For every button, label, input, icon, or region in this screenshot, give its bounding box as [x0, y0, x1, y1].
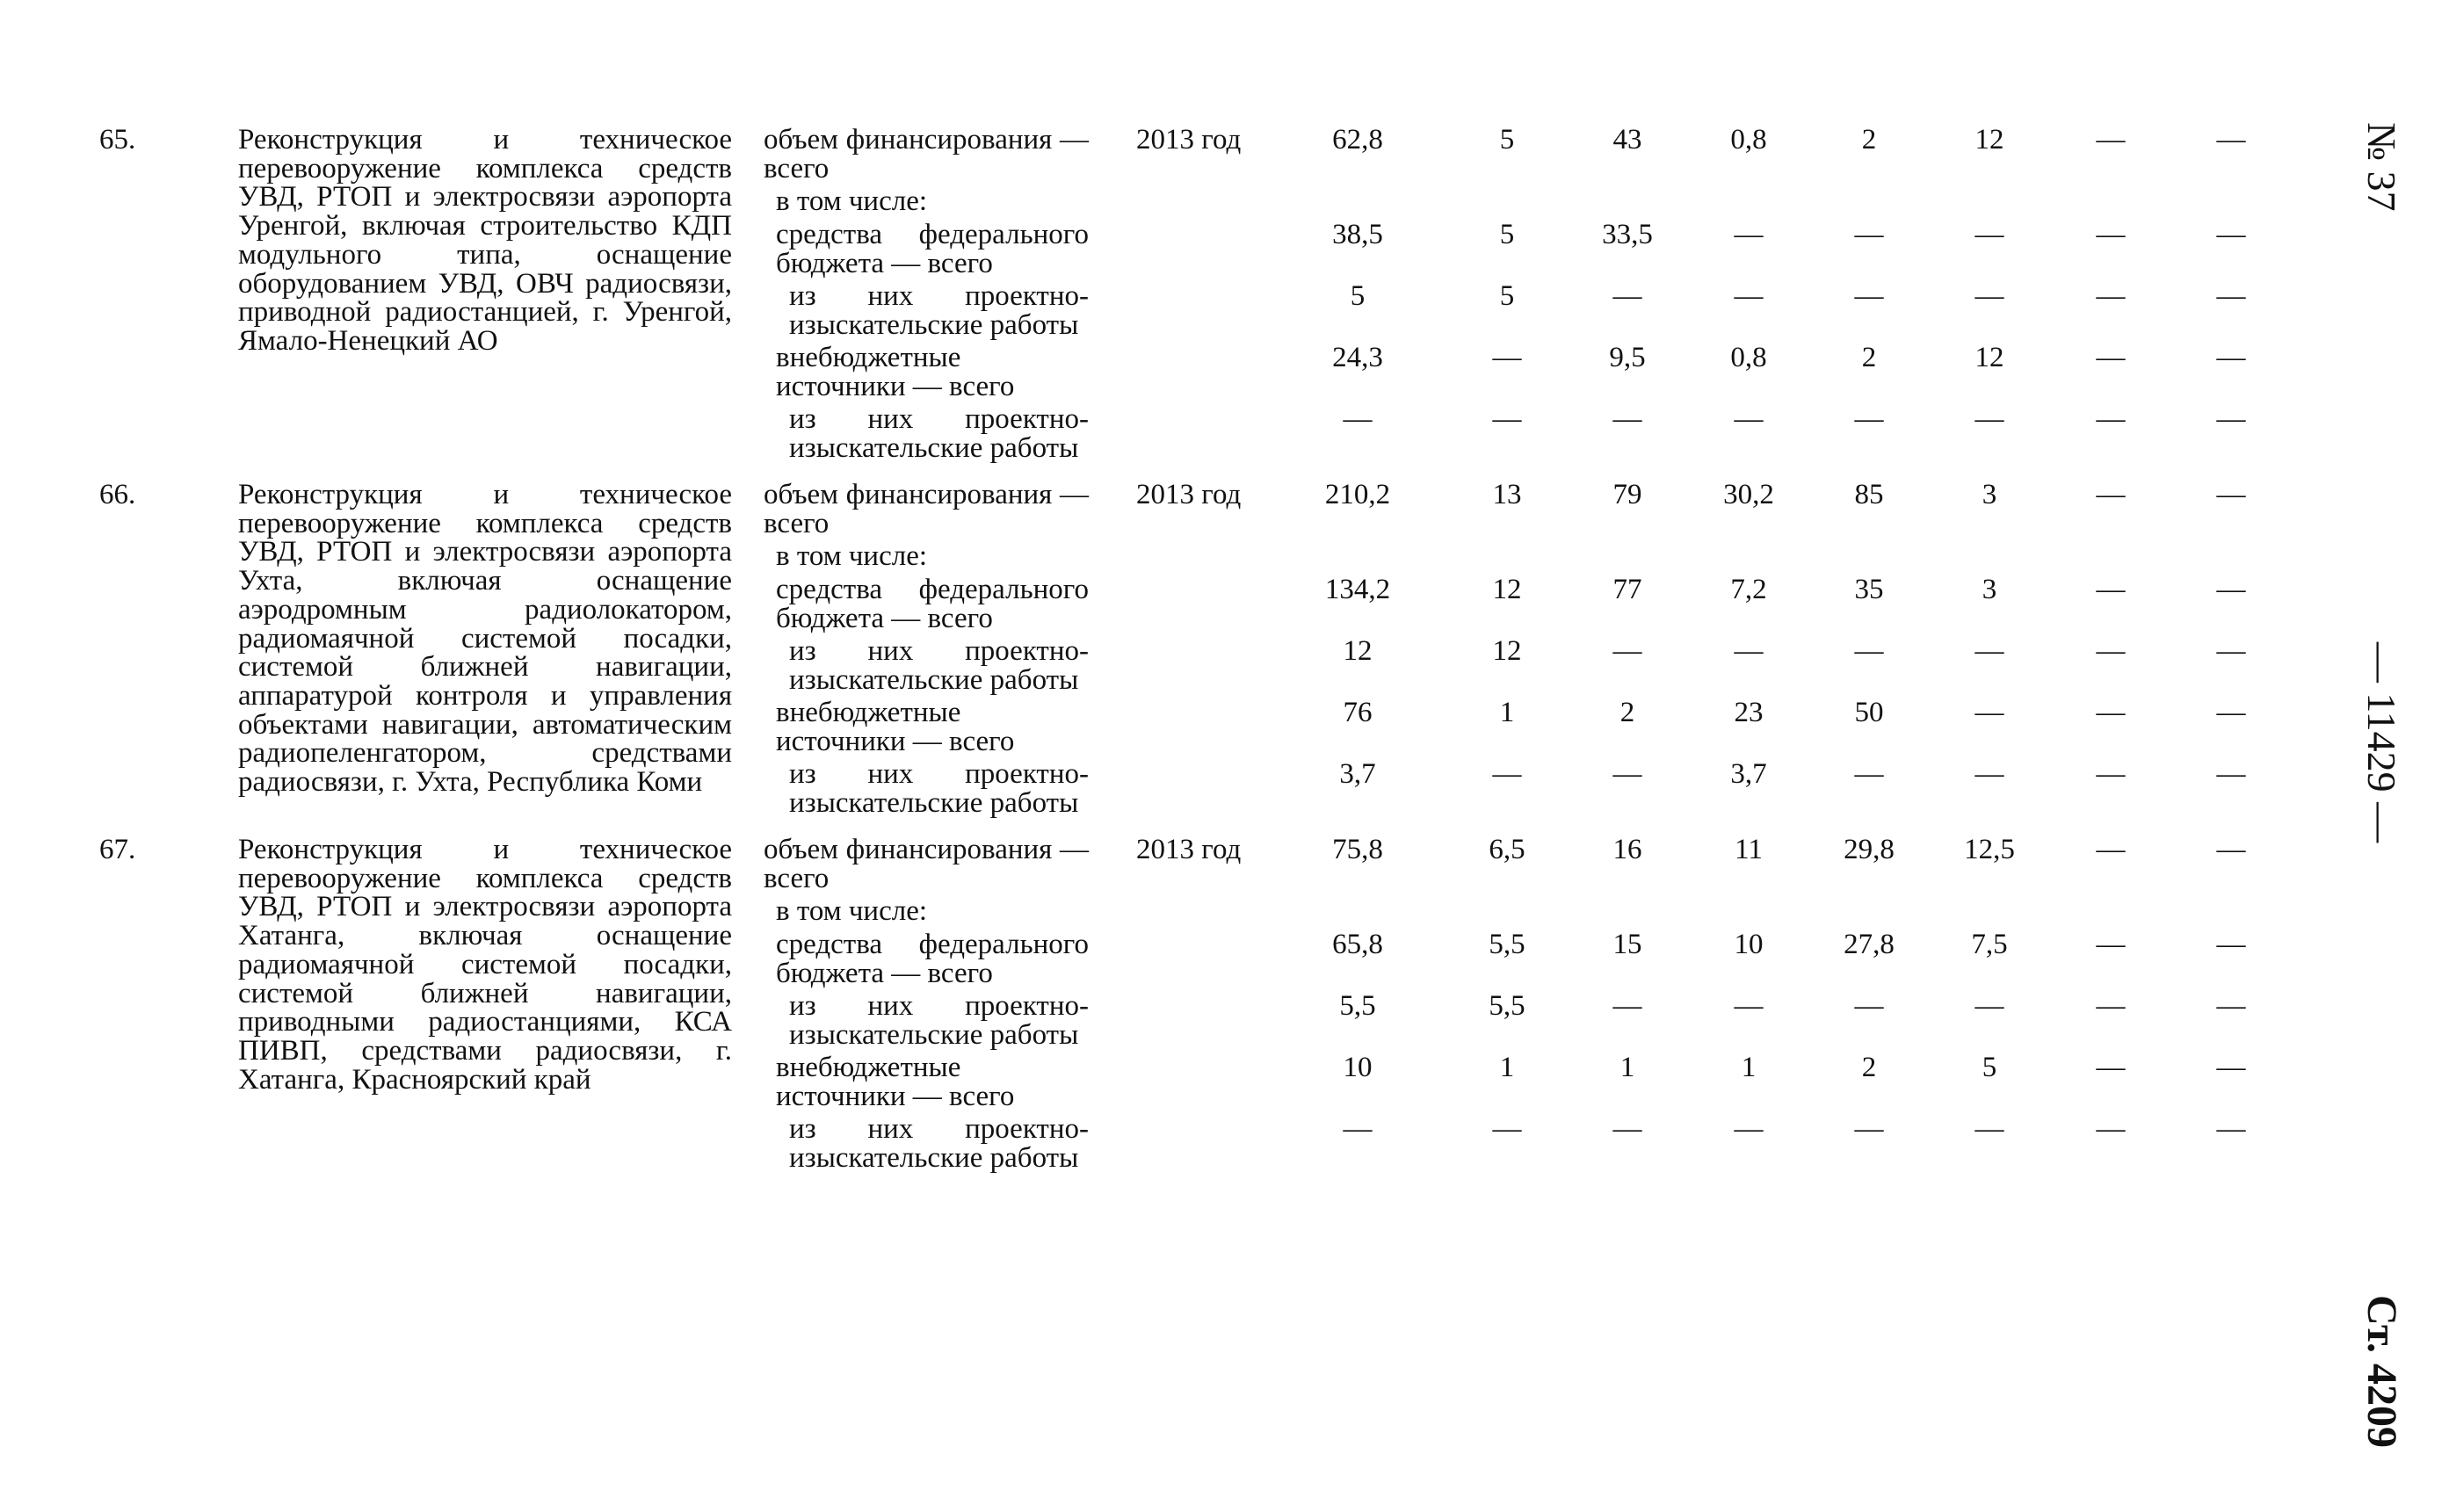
- value-cell: 7,5: [1971, 929, 2008, 960]
- value-cell: —: [1974, 219, 2004, 250]
- year-cell: 2013 год: [1136, 124, 1242, 156]
- value-cell: —: [1612, 990, 1642, 1022]
- value-cell: 5,5: [1489, 929, 1525, 960]
- row-number: 65.: [99, 124, 136, 156]
- value-cell: 12: [1974, 342, 2004, 373]
- value-cell: —: [2216, 635, 2246, 667]
- value-cell: 3,7: [1730, 758, 1767, 790]
- value-cell: 43: [1612, 124, 1642, 156]
- value-cell: 5,5: [1339, 990, 1376, 1022]
- value-cell: 3: [1982, 574, 1997, 605]
- value-cell: 12: [1492, 574, 1522, 605]
- value-cell: 0,8: [1730, 124, 1767, 156]
- line-label: объем финансирования — всего: [764, 124, 1089, 184]
- value-cell: —: [2216, 697, 2246, 728]
- line-label: из них проектно-изыскательские работы: [789, 990, 1089, 1051]
- value-cell: 13: [1492, 479, 1522, 510]
- value-cell: —: [1343, 403, 1373, 435]
- value-cell: —: [2216, 1113, 2246, 1145]
- value-cell: —: [2096, 635, 2126, 667]
- value-cell: —: [2096, 280, 2126, 312]
- value-cell: 2: [1619, 697, 1635, 728]
- value-cell: —: [2096, 219, 2126, 250]
- line-label: средства федерального бюджета — всего: [776, 574, 1089, 634]
- value-cell: 15: [1612, 929, 1642, 960]
- value-cell: 134,2: [1324, 574, 1391, 605]
- row-number: 66.: [99, 479, 136, 510]
- value-cell: —: [1974, 280, 2004, 312]
- value-cell: 210,2: [1324, 479, 1391, 510]
- value-cell: —: [2096, 697, 2126, 728]
- value-cell: —: [2096, 990, 2126, 1022]
- value-cell: 10: [1343, 1052, 1373, 1083]
- value-cell: —: [2096, 479, 2126, 510]
- value-cell: 33,5: [1602, 219, 1653, 250]
- value-cell: —: [1612, 280, 1642, 312]
- value-cell: —: [1854, 219, 1884, 250]
- page-number: Ст. 4209: [2358, 1295, 2405, 1448]
- value-cell: —: [1492, 1113, 1522, 1145]
- value-cell: —: [2096, 403, 2126, 435]
- value-cell: —: [2096, 758, 2126, 790]
- value-cell: —: [1343, 1113, 1373, 1145]
- value-cell: 2: [1861, 342, 1877, 373]
- value-cell: 6,5: [1489, 834, 1525, 865]
- value-cell: —: [1854, 758, 1884, 790]
- value-cell: 5: [1350, 280, 1366, 312]
- value-cell: 79: [1612, 479, 1642, 510]
- value-cell: —: [1854, 280, 1884, 312]
- line-label: объем финансирования — всего: [764, 479, 1089, 539]
- project-description: Реконструкция и техническое перевооружение комплекса средств УВД, РТОП и электросвязи аэропорта Ухта, включая оснащение аэродромным радиолокатором, радиомаячной системой посадки, системой ближней навигации, аппаратурой контроля и управления объектами навигации, автоматическим радиопеленгатором, средствами радиосвязи, г. Ухта, Республика Коми: [238, 479, 732, 799]
- value-cell: 77: [1612, 574, 1642, 605]
- value-cell: —: [1734, 635, 1764, 667]
- value-cell: —: [2216, 758, 2246, 790]
- value-cell: —: [2216, 280, 2246, 312]
- value-cell: —: [1612, 1113, 1642, 1145]
- value-cell: 3,7: [1339, 758, 1376, 790]
- value-cell: 30,2: [1723, 479, 1774, 510]
- value-cell: 11: [1735, 834, 1763, 865]
- value-cell: —: [1612, 403, 1642, 435]
- value-cell: —: [1974, 635, 2004, 667]
- value-cell: —: [1854, 635, 1884, 667]
- value-cell: —: [1854, 990, 1884, 1022]
- value-cell: 5: [1499, 124, 1515, 156]
- value-cell: 5: [1499, 280, 1515, 312]
- line-label: внебюджетные источники — всего: [776, 342, 1015, 402]
- document-number: — 11429 —: [2359, 641, 2404, 843]
- value-cell: —: [2216, 124, 2246, 156]
- value-cell: —: [1974, 758, 2004, 790]
- line-label: в том числе:: [776, 895, 928, 927]
- value-cell: —: [1612, 635, 1642, 667]
- value-cell: 16: [1612, 834, 1642, 865]
- value-cell: —: [1974, 697, 2004, 728]
- value-cell: —: [2216, 834, 2246, 865]
- value-cell: —: [1734, 1113, 1764, 1145]
- value-cell: 5,5: [1489, 990, 1525, 1022]
- value-cell: —: [1734, 403, 1764, 435]
- value-cell: 5: [1499, 219, 1515, 250]
- value-cell: —: [2096, 574, 2126, 605]
- value-cell: 1: [1499, 1052, 1515, 1083]
- value-cell: 2: [1861, 124, 1877, 156]
- value-cell: —: [1612, 758, 1642, 790]
- value-cell: 12: [1492, 635, 1522, 667]
- line-label: из них проектно-изыскательские работы: [789, 758, 1089, 819]
- line-label: средства федерального бюджета — всего: [776, 929, 1089, 989]
- value-cell: 10: [1734, 929, 1764, 960]
- value-cell: 29,8: [1844, 834, 1895, 865]
- value-cell: —: [1974, 990, 2004, 1022]
- value-cell: 24,3: [1332, 342, 1383, 373]
- value-cell: —: [1974, 1113, 2004, 1145]
- value-cell: 50: [1854, 697, 1884, 728]
- line-label: внебюджетные источники — всего: [776, 697, 1015, 757]
- row-number: 67.: [99, 834, 136, 865]
- line-label: объем финансирования — всего: [764, 834, 1089, 894]
- value-cell: —: [2096, 1113, 2126, 1145]
- value-cell: —: [1854, 1113, 1884, 1145]
- value-cell: —: [2216, 403, 2246, 435]
- value-cell: —: [2216, 574, 2246, 605]
- value-cell: 76: [1343, 697, 1373, 728]
- value-cell: 27,8: [1844, 929, 1895, 960]
- line-label: внебюджетные источники — всего: [776, 1052, 1015, 1112]
- line-label: из них проектно-изыскательские работы: [789, 635, 1089, 696]
- value-cell: —: [1854, 403, 1884, 435]
- year-cell: 2013 год: [1136, 834, 1242, 865]
- value-cell: 12: [1974, 124, 2004, 156]
- value-cell: 85: [1854, 479, 1884, 510]
- value-cell: —: [2096, 1052, 2126, 1083]
- line-label: в том числе:: [776, 185, 928, 217]
- value-cell: 5: [1982, 1052, 1997, 1083]
- value-cell: 9,5: [1609, 342, 1646, 373]
- value-cell: 12: [1343, 635, 1373, 667]
- value-cell: —: [2096, 929, 2126, 960]
- value-cell: 3: [1982, 479, 1997, 510]
- value-cell: 35: [1854, 574, 1884, 605]
- value-cell: —: [2216, 342, 2246, 373]
- year-cell: 2013 год: [1136, 479, 1242, 510]
- line-label: из них проектно-изыскательские работы: [789, 280, 1089, 341]
- value-cell: —: [1974, 403, 2004, 435]
- project-description: Реконструкция и техническое перевооружение комплекса средств УВД, РТОП и электросвязи аэропорта Уренгой, включая строительство КДП модульного типа, оснащение оборудованием УВД, ОВЧ радиосвязи, приводной радиостанцией, г. Уренгой, Ямало-Ненецкий АО: [238, 124, 732, 357]
- value-cell: 23: [1734, 697, 1764, 728]
- value-cell: —: [2216, 929, 2246, 960]
- value-cell: —: [2216, 1052, 2246, 1083]
- value-cell: —: [2096, 124, 2126, 156]
- value-cell: 1: [1741, 1052, 1757, 1083]
- issue-number: № 37: [2359, 122, 2404, 212]
- value-cell: —: [2216, 990, 2246, 1022]
- project-description: Реконструкция и техническое перевооружение комплекса средств УВД, РТОП и электросвязи аэропорта Хатанга, включая оснащение радиомаячной системой посадки, системой ближней навигации, приводными радиостанциями, КСА ПИВП, средствами радиосвязи, г. Хатанга, Красноярский край: [238, 834, 732, 1096]
- value-cell: 1: [1619, 1052, 1635, 1083]
- value-cell: 75,8: [1332, 834, 1383, 865]
- value-cell: 12,5: [1964, 834, 2015, 865]
- line-label: из них проектно-изыскательские работы: [789, 1113, 1089, 1174]
- value-cell: 1: [1499, 697, 1515, 728]
- value-cell: 0,8: [1730, 342, 1767, 373]
- value-cell: —: [1492, 758, 1522, 790]
- value-cell: 38,5: [1332, 219, 1383, 250]
- value-cell: 7,2: [1730, 574, 1767, 605]
- value-cell: 65,8: [1332, 929, 1383, 960]
- value-cell: —: [2216, 479, 2246, 510]
- line-label: из них проектно-изыскательские работы: [789, 403, 1089, 464]
- value-cell: —: [1734, 280, 1764, 312]
- value-cell: —: [1492, 403, 1522, 435]
- line-label: в том числе:: [776, 540, 928, 572]
- value-cell: —: [2216, 219, 2246, 250]
- value-cell: —: [1734, 219, 1764, 250]
- value-cell: —: [1734, 990, 1764, 1022]
- value-cell: —: [2096, 834, 2126, 865]
- value-cell: 2: [1861, 1052, 1877, 1083]
- value-cell: —: [2096, 342, 2126, 373]
- line-label: средства федерального бюджета — всего: [776, 219, 1089, 279]
- value-cell: —: [1492, 342, 1522, 373]
- value-cell: 62,8: [1332, 124, 1383, 156]
